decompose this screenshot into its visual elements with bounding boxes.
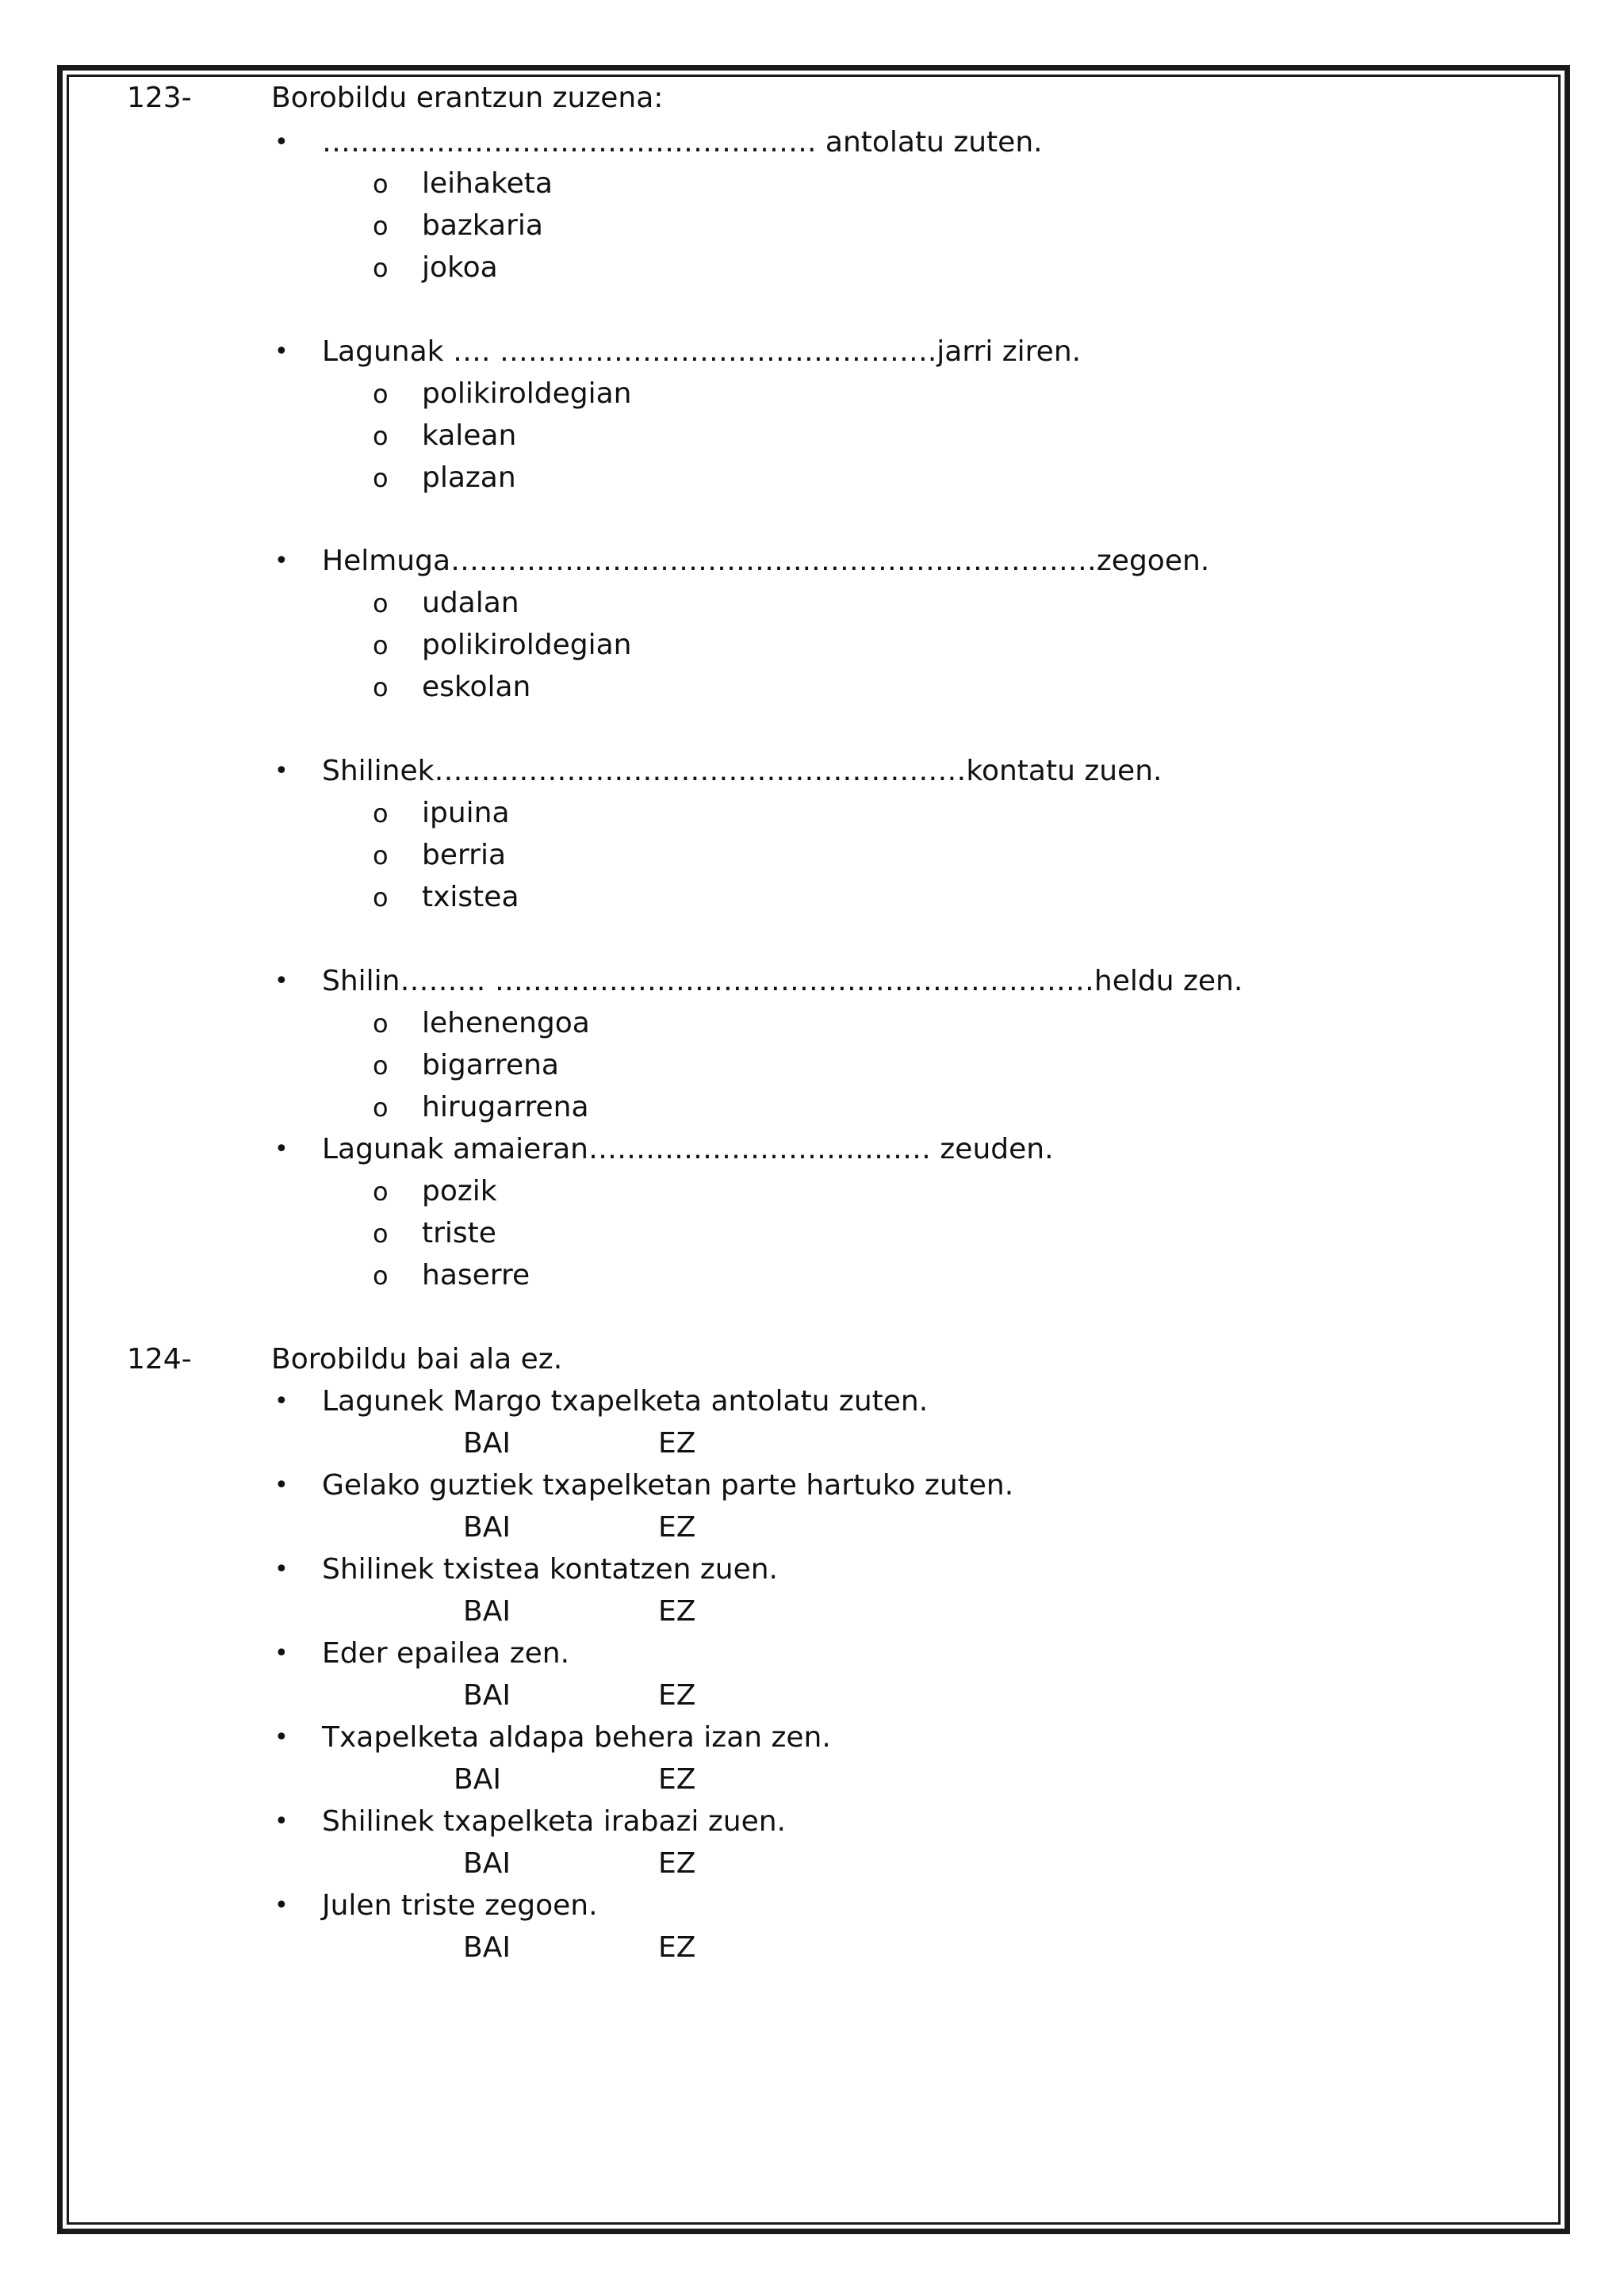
answer-option[interactable]: polikiroldegian xyxy=(422,629,632,661)
bullet-icon: • xyxy=(274,128,289,156)
ez-option[interactable]: EZ xyxy=(658,1511,696,1544)
bullet-icon: • xyxy=(274,1556,289,1583)
option-circle-icon: o xyxy=(373,798,389,828)
option-circle-icon: o xyxy=(373,463,389,493)
answer-option[interactable]: leihaketa xyxy=(422,167,553,200)
bullet-icon: • xyxy=(274,1471,289,1499)
fill-in-stem: Lagunak …. ……………………………………….jarri ziren. xyxy=(322,335,1082,368)
question-instruction: Borobildu erantzun zuzena: xyxy=(271,82,664,114)
answer-option[interactable]: jokoa xyxy=(422,251,498,284)
option-circle-icon: o xyxy=(373,630,389,660)
answer-option[interactable]: triste xyxy=(422,1217,496,1249)
option-circle-icon: o xyxy=(373,1177,389,1207)
option-circle-icon: o xyxy=(373,421,389,451)
answer-option[interactable]: haserre xyxy=(422,1259,530,1292)
bai-option[interactable]: BAI xyxy=(463,1427,511,1460)
answer-option[interactable]: plazan xyxy=(422,461,516,494)
fill-in-stem: Shilinek…..……………………………………………kontatu zuen. xyxy=(322,755,1162,787)
bullet-icon: • xyxy=(274,1387,289,1415)
answer-option[interactable]: pozik xyxy=(422,1175,497,1207)
bullet-icon: • xyxy=(274,1135,289,1163)
statement: Shilinek txapelketa irabazi zuen. xyxy=(322,1805,786,1838)
option-circle-icon: o xyxy=(373,1219,389,1249)
answer-option[interactable]: eskolan xyxy=(422,671,531,703)
answer-option[interactable]: bigarrena xyxy=(422,1049,559,1081)
fill-in-stem: ……………………………………………. antolatu zuten. xyxy=(322,126,1043,159)
ez-option[interactable]: EZ xyxy=(658,1427,696,1460)
statement: Gelako guztiek txapelketan parte hartuko zuten. xyxy=(322,1469,1014,1502)
bai-option[interactable]: BAI xyxy=(463,1847,511,1880)
statement: Shilinek txistea kontatzen zuen. xyxy=(322,1553,778,1586)
ez-option[interactable]: EZ xyxy=(658,1679,696,1712)
bai-option[interactable]: BAI xyxy=(463,1511,511,1544)
option-circle-icon: o xyxy=(373,1093,389,1123)
question-number: 124- xyxy=(127,1343,192,1376)
bullet-icon: • xyxy=(274,547,289,575)
answer-option[interactable]: kalean xyxy=(422,419,517,452)
answer-option[interactable]: lehenengoa xyxy=(422,1007,590,1039)
bai-option[interactable]: BAI xyxy=(463,1595,511,1628)
option-circle-icon: o xyxy=(373,169,389,199)
option-circle-icon: o xyxy=(373,840,389,871)
option-circle-icon: o xyxy=(373,672,389,702)
bullet-icon: • xyxy=(274,967,289,995)
answer-option[interactable]: berria xyxy=(422,839,507,871)
ez-option[interactable]: EZ xyxy=(658,1847,696,1880)
question-number: 123- xyxy=(127,82,192,114)
question-instruction: Borobildu bai ala ez. xyxy=(271,1343,563,1376)
bullet-icon: • xyxy=(274,1808,289,1835)
option-circle-icon: o xyxy=(373,379,389,409)
answer-option[interactable]: hirugarrena xyxy=(422,1091,589,1123)
option-circle-icon: o xyxy=(373,211,389,241)
answer-option[interactable]: ipuina xyxy=(422,797,510,829)
fill-in-stem: Lagunak amaieran……………………………… zeuden. xyxy=(322,1133,1054,1165)
answer-option[interactable]: txistea xyxy=(422,881,519,913)
ez-option[interactable]: EZ xyxy=(658,1763,696,1796)
ez-option[interactable]: EZ xyxy=(658,1595,696,1628)
option-circle-icon: o xyxy=(373,882,389,913)
bullet-icon: • xyxy=(274,1892,289,1919)
answer-option[interactable]: udalan xyxy=(422,587,519,619)
bai-option[interactable]: BAI xyxy=(454,1763,501,1796)
option-circle-icon: o xyxy=(373,1008,389,1039)
bullet-icon: • xyxy=(274,1640,289,1667)
fill-in-stem: Helmuga………………………………..…………………………zegoen. xyxy=(322,545,1210,577)
statement: Julen triste zegoen. xyxy=(322,1889,598,1922)
answer-option[interactable]: bazkaria xyxy=(422,209,543,242)
bai-option[interactable]: BAI xyxy=(463,1679,511,1712)
option-circle-icon: o xyxy=(373,1261,389,1291)
bullet-icon: • xyxy=(274,338,289,365)
bullet-icon: • xyxy=(274,757,289,785)
bai-option[interactable]: BAI xyxy=(463,1931,511,1964)
statement: Txapelketa aldapa behera izan zen. xyxy=(322,1721,831,1754)
answer-option[interactable]: polikiroldegian xyxy=(422,377,632,410)
option-circle-icon: o xyxy=(373,1050,389,1081)
statement: Lagunek Margo txapelketa antolatu zuten. xyxy=(322,1385,929,1418)
fill-in-stem: Shilin……… ………………………………………………………heldu zen. xyxy=(322,965,1243,997)
bullet-icon: • xyxy=(274,1724,289,1751)
ez-option[interactable]: EZ xyxy=(658,1931,696,1964)
option-circle-icon: o xyxy=(373,253,389,283)
option-circle-icon: o xyxy=(373,588,389,618)
statement: Eder epailea zen. xyxy=(322,1637,570,1670)
